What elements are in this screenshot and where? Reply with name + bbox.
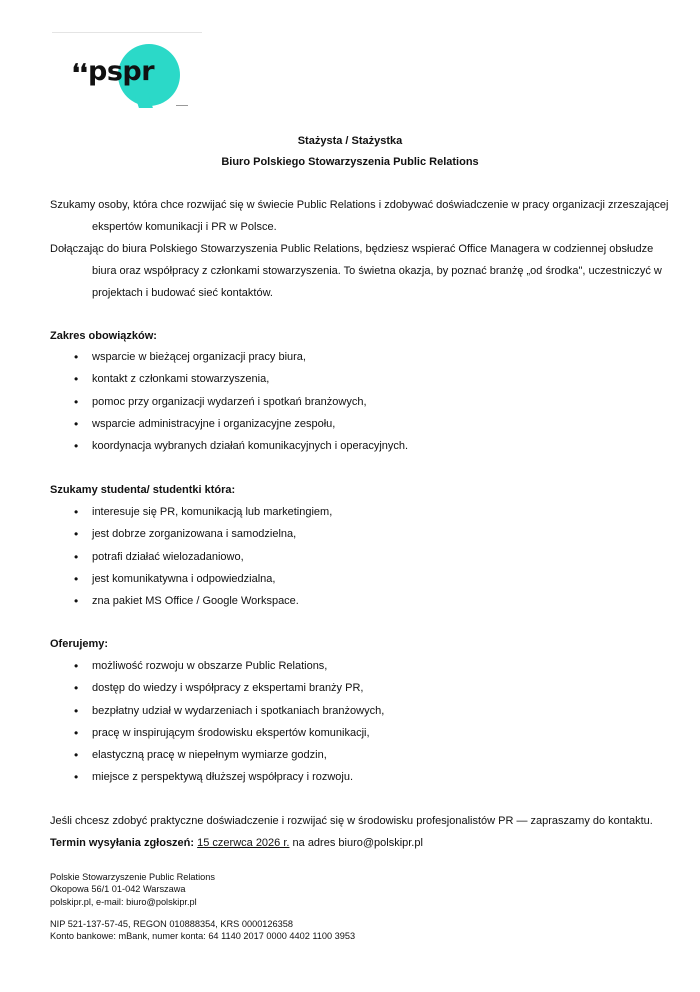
footer-address-block <box>50 871 215 908</box>
list-item-text: bezpłatny udział w wydarzeniach i spotkaniach branżowych, <box>92 704 385 717</box>
deadline-line <box>50 832 650 854</box>
deadline-container <box>50 832 650 854</box>
logo-quote-mark: ❛❛ <box>72 58 88 87</box>
deadline-suffix: na adres biuro@polskipr.pl <box>289 837 423 849</box>
list-item-text: możliwość rozwoju w obszarze Public Relations, <box>92 660 328 672</box>
list-item <box>50 590 650 612</box>
list-item <box>50 568 650 590</box>
intro-p1-line1: Szukamy osoby, która chce rozwijać się w świecie Public Relations i zdobywać doświadczenie w pracy organizacji zrzeszającej <box>50 199 669 211</box>
list-item <box>50 391 650 413</box>
offer-heading: Oferujemy: <box>50 638 109 650</box>
list-item <box>50 722 650 744</box>
list-item <box>50 368 650 390</box>
bullet-icon: • <box>74 439 79 454</box>
intro-p2-line3: projektach i budować sieć kontaktów. <box>92 287 273 299</box>
list-item-text: miejsce z perspektywą dłuższej współpracy i rozwoju. <box>92 771 354 784</box>
duties-list <box>50 346 650 457</box>
requirements-list <box>50 501 650 612</box>
bullet-icon: • <box>74 770 79 785</box>
list-item-text: potrafi działać wielozadaniowo, <box>92 550 244 563</box>
list-item-text: wsparcie w bieżącej organizacji pracy biura, <box>92 351 306 363</box>
bullet-icon: • <box>74 703 79 718</box>
list-item-text: jest dobrze zorganizowana i samodzielna, <box>92 528 297 541</box>
position-title: Stażysta / Stażystka <box>297 135 403 147</box>
list-item-text: wsparcie administracyjne i organizacyjne zespołu, <box>92 417 336 430</box>
closing-invite <box>50 810 653 832</box>
list-item <box>50 766 650 788</box>
footer-contact: polskipr.pl, e-mail: biuro@polskipr.pl <box>50 896 197 907</box>
list-item-text: koordynacja wybranych działań komunikacyjnych i operacyjnych. <box>92 440 409 453</box>
list-item-text: kontakt z członkami stowarzyszenia, <box>92 373 270 386</box>
list-item <box>50 744 650 766</box>
bullet-icon: • <box>74 659 79 673</box>
list-item-text: jest komunikatywna i odpowiedzialna, <box>92 572 276 585</box>
list-item <box>50 546 650 568</box>
footer-org: Polskie Stowarzyszenie Public Relations <box>50 872 215 882</box>
bullet-icon: • <box>74 725 79 740</box>
footer-registry-block <box>50 918 355 943</box>
bullet-icon: • <box>74 571 79 586</box>
list-item <box>50 501 650 523</box>
logo-wordmark: pspr <box>88 56 155 87</box>
list-item <box>50 655 650 677</box>
bullet-icon: • <box>74 681 79 696</box>
duties-heading: Zakres obowiązków: <box>50 330 157 342</box>
list-item <box>50 435 650 457</box>
intro-p2-line2: biura oraz współpracy z członkami stowarzyszenia. To świetna okazja, by poznać branżę „od środka", uczestniczyć w <box>92 265 662 277</box>
list-item <box>50 677 650 699</box>
organization-title: Biuro Polskiego Stowarzyszenia Public Relations <box>221 156 479 168</box>
intro-paragraph-2 <box>50 238 662 304</box>
list-item <box>50 523 650 545</box>
bullet-icon: • <box>74 350 79 364</box>
footer-registry: NIP 521-137-57-45, REGON 010888354, KRS 0000126358 <box>50 919 293 929</box>
list-item-text: interesuje się PR, komunikacją lub marketingiem, <box>92 506 333 518</box>
bullet-icon: • <box>74 505 79 519</box>
list-item-text: elastyczną pracę w niepełnym wymiarze godzin, <box>92 749 327 762</box>
logo-divider <box>52 32 202 33</box>
bullet-icon: • <box>74 748 79 763</box>
intro-p1-line2: ekspertów komunikacji i PR w Polsce. <box>92 221 277 233</box>
bullet-icon: • <box>74 372 79 387</box>
intro-paragraph-1 <box>50 194 669 238</box>
list-item <box>50 413 650 435</box>
deadline-label: Termin wysyłania zgłoszeń: <box>50 837 195 849</box>
intro-p2-line1: Dołączając do biura Polskiego Stowarzyszenia Public Relations, będziesz wspierać Office Managera w codziennej obsłudze <box>50 243 654 255</box>
requirements-heading: Szukamy studenta/ studentki która: <box>50 484 236 496</box>
offer-list <box>50 655 650 789</box>
list-item-text: dostęp do wiedzy i współpracy z ekspertami branży PR, <box>92 682 364 695</box>
bullet-icon: • <box>74 594 79 609</box>
bullet-icon: • <box>74 549 79 564</box>
deadline-date: 15 czerwca 2026 r. <box>197 837 290 849</box>
bullet-icon: • <box>74 394 79 409</box>
list-item-text: zna pakiet MS Office / Google Workspace. <box>92 595 299 608</box>
list-item <box>50 346 650 368</box>
invite-text: Jeśli chcesz zdobyć praktyczne doświadczenie i rozwijać się w środowisku profesjonalistów PR — zapraszamy do kontaktu. <box>50 815 653 827</box>
logo-underline <box>176 105 188 106</box>
list-item-text: pracę w inspirującym środowisku ekspertów komunikacji, <box>92 726 370 739</box>
bullet-icon: • <box>74 527 79 542</box>
footer-address: Okopowa 56/1 01-042 Warszawa <box>50 884 186 895</box>
pspr-logo <box>60 32 200 112</box>
list-item <box>50 700 650 722</box>
footer-bank: Konto bankowe: mBank, numer konta: 64 1140 2017 0000 4402 1100 3953 <box>50 931 356 942</box>
list-item-text: pomoc przy organizacji wydarzeń i spotkań branżowych, <box>92 395 367 408</box>
bullet-icon: • <box>74 416 79 431</box>
